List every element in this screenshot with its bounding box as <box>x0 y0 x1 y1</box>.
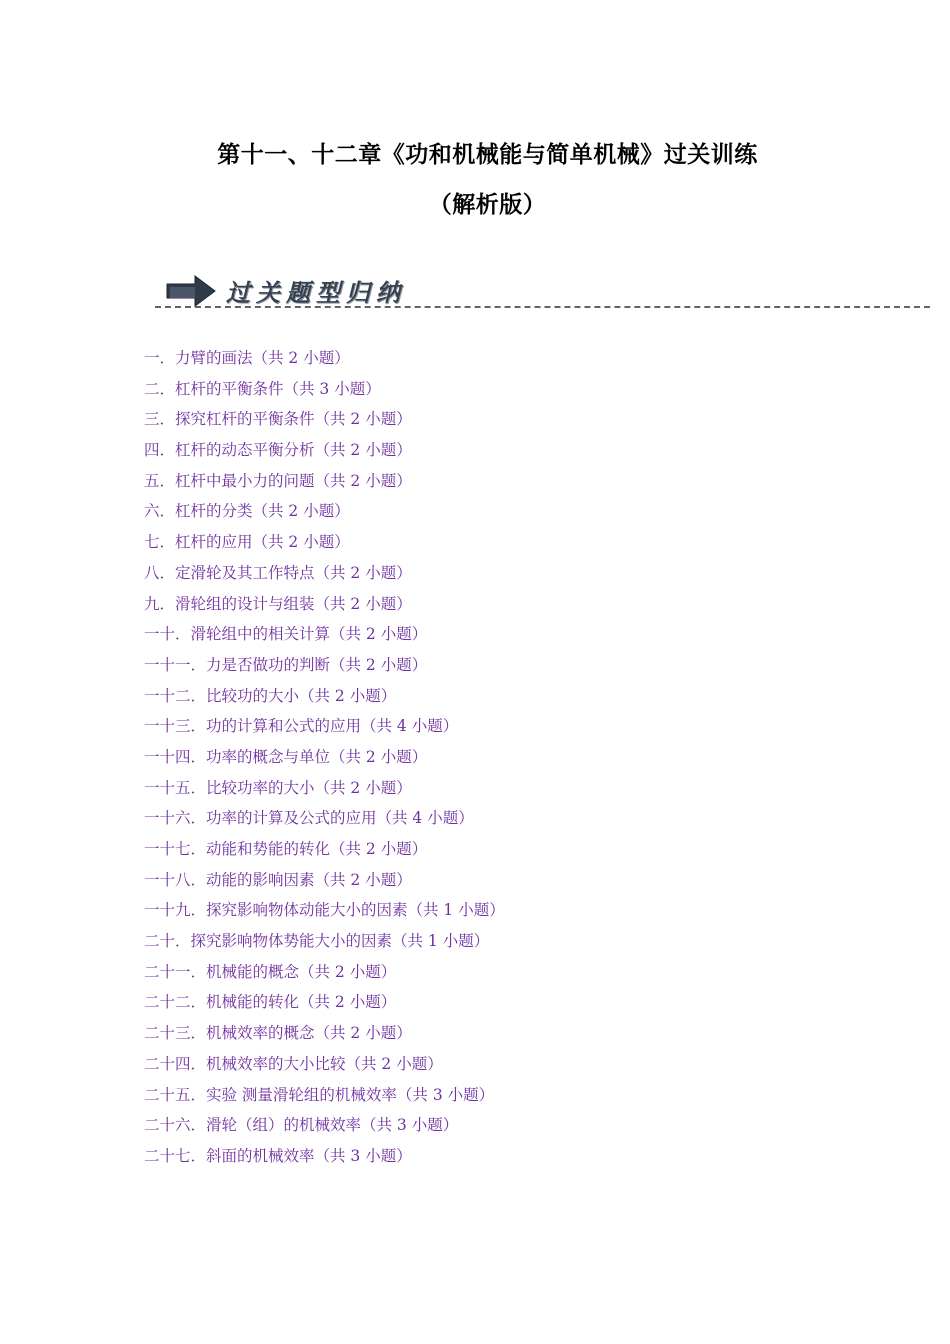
topic-item: 六．杠杆的分类（共 2 小题） <box>144 502 350 521</box>
topic-item: 二十七．斜面的机械效率（共 3 小题） <box>144 1146 412 1165</box>
topic-item: 二．杠杆的平衡条件（共 3 小题） <box>144 379 381 398</box>
topic-list <box>144 346 505 1175</box>
topic-item: 一十六．功率的计算及公式的应用（共 4 小题） <box>144 809 474 828</box>
topic-item: 一十三．功的计算和公式的应用（共 4 小题） <box>144 717 459 736</box>
topic-item: 八．定滑轮及其工作特点（共 2 小题） <box>144 563 412 582</box>
topic-item: 七．杠杆的应用（共 2 小题） <box>144 533 350 552</box>
topic-item: 四．杠杆的动态平衡分析（共 2 小题） <box>144 441 412 460</box>
topic-item: 二十．探究影响物体势能大小的因素（共 1 小题） <box>144 932 490 951</box>
topic-item: 一十二．比较功的大小（共 2 小题） <box>144 686 397 705</box>
topic-item: 二十六．滑轮（组）的机械效率（共 3 小题） <box>144 1116 459 1135</box>
topic-item: 一十八．动能的影响因素（共 2 小题） <box>144 870 412 889</box>
topic-item: 三．探究杠杆的平衡条件（共 2 小题） <box>144 410 412 429</box>
topic-item: 一十四．功率的概念与单位（共 2 小题） <box>144 747 428 766</box>
topic-item: 九．滑轮组的设计与组装（共 2 小题） <box>144 594 412 613</box>
banner-label: 过关题型归纳 <box>226 279 406 307</box>
right-arrow-icon <box>165 274 217 308</box>
topic-item: 一十．滑轮组中的相关计算（共 2 小题） <box>144 625 428 644</box>
banner-divider <box>155 306 930 308</box>
topic-item: 一十五．比较功率的大小（共 2 小题） <box>144 778 412 797</box>
topic-item: 二十三．机械效率的概念（共 2 小题） <box>144 1024 412 1043</box>
topic-item: 一十七．动能和势能的转化（共 2 小题） <box>144 840 428 858</box>
topic-item: 一十一．力是否做功的判断（共 2 小题） <box>144 655 428 674</box>
topic-item: 二十四．机械效率的大小比较（共 2 小题） <box>144 1054 443 1073</box>
document-subtitle: （解析版） <box>428 192 547 218</box>
section-banner <box>150 268 930 316</box>
topic-item: 一．力臂的画法（共 2 小题） <box>144 349 350 367</box>
document-title: 第十一、十二章《功和机械能与简单机械》过关训练 <box>217 142 758 168</box>
topic-item: 二十二．机械能的转化（共 2 小题） <box>144 993 397 1012</box>
topic-item: 二十五．实验 测量滑轮组的机械效率（共 3 小题） <box>144 1085 495 1104</box>
topic-item: 五．杠杆中最小力的问题（共 2 小题） <box>144 471 412 490</box>
topic-item: 一十九．探究影响物体动能大小的因素（共 1 小题） <box>144 901 505 920</box>
topic-item: 二十一．机械能的概念（共 2 小题） <box>144 962 397 981</box>
